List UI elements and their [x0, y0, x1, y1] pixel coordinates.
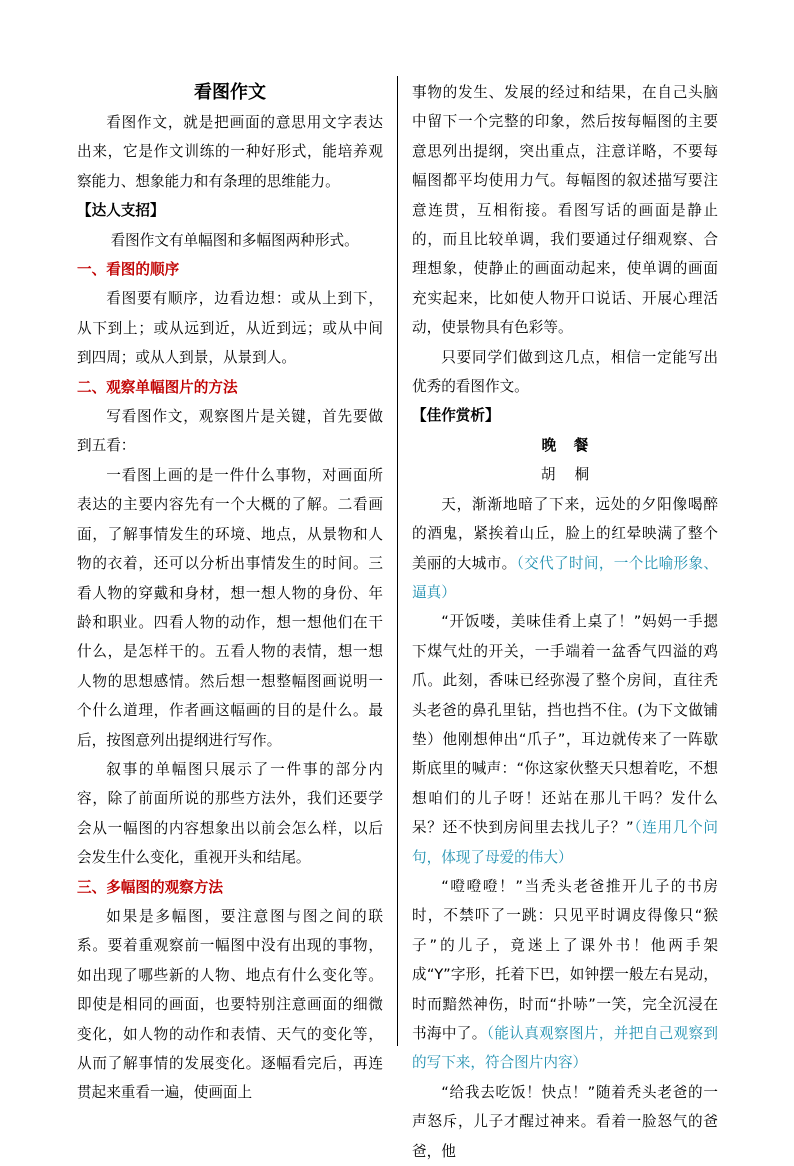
essay-text: “噔噔噔！”当秃头老爸推开儿子的书房时，不禁吓了一跳：只见平时调皮得像只“猴子”的儿子，竟迷上了课外书！他两手架成“Y”字形，托着下巴，如钟摆一般左右晃动，时而黯然神伤，时而“扑哧”一笑，完全沉浸在书海中了。 — [412, 877, 718, 1042]
essay-comment: （能认真观察图片，并把自己观察到的写下来，符合图片内容） — [412, 1025, 718, 1072]
essay-paragraph-2 — [412, 607, 718, 872]
section1-heading: 一、看图的顺序 — [77, 261, 180, 279]
section1-text: 看图要有顺序，边看边想：或从上到下，从下到上；或从远到近，从近到远；或从中间到四周；或从人到景，从景到人。 — [77, 290, 383, 367]
section3-paragraph-1: 如果是多幅图，要注意图与图之间的联系。要着重观察前一幅图中没有出现的事物，如出现了哪些新的人物、地点有什么变化等。即使是相同的画面，也要特别注意画面的细微变化，如人物的动作和表情、天气的变化等，从而了解事情的发展变化。逐幅看完后，再连贯起来重看一遍，使画面上 — [77, 907, 383, 1102]
closing-paragraph: 只要同学们做到这几点，相信一定能写出优秀的看图作文。 — [412, 348, 718, 396]
essay-text: “开饭喽，美味佳肴上桌了！”妈妈一手摁下煤气灶的开关，一手端着一盆香气四溢的鸡爪。此刻，香味已经弥漫了整个房间，直往秃头老爸的鼻孔里钻，挡也挡不住。(为下文做铺垫）他刚想伸出“爪子”，耳边就传来了一阵歇斯底里的喊声：“你这家伙整天只想着吃，不想想咱们的儿子呀！还站在那儿干吗？发什么呆？还不快到房间里去找儿子？” — [412, 613, 718, 837]
appreciation-heading: 【佳作赏析】 — [412, 407, 500, 425]
essay-author: 胡桐 — [540, 466, 609, 484]
column-divider — [397, 76, 398, 1046]
essay-text: 天，渐渐地暗了下来，远处的夕阳像喝醉的酒鬼，紧挨着山丘，脸上的红晕映满了整个美丽的大城市。 — [412, 495, 718, 572]
intro-paragraph: 看图作文，就是把画面的意思用文字表达出来，它是作文训练的一种好形式，能培养观察能力、想象能力和有条理的思维能力。 — [77, 114, 383, 190]
section2-paragraph-2: 一看图上画的是一件什么事物，对画面所表达的主要内容先有一个大概的了解。二看画面，了解事情发生的环境、地点，从景物和人物的衣着，还可以分析出事情发生的时间。三看人物的穿戴和身材，想一想人物的身份、年龄和职业。四看人物的动作，想一想他们在干什么，是怎样干的。五看人物的表情，想一想人物的思想感情。然后想一想整幅图画说明一个什么道理，作者画这幅画的目的是什么。最后，按图意列出提纲进行写作。 — [77, 466, 383, 749]
section2-paragraph-1: 写看图作文，观察图片是关键，首先要做到五看： — [77, 408, 383, 455]
essay-title: 晚餐 — [541, 436, 606, 454]
essay-comment: （连用几个问句，体现了母爱的伟大） — [412, 819, 718, 866]
section3-heading: 三、多幅图的观察方法 — [77, 878, 223, 896]
essay-comment: （交代了时间，一个比喻形象、逼真） — [412, 554, 718, 601]
essay-paragraph-3 — [412, 872, 718, 1078]
section2-heading: 二、观察单幅图片的方法 — [77, 378, 238, 396]
right-column — [412, 78, 718, 1166]
section2-paragraph-3: 叙事的单幅图只展示了一件事的部分内容，除了前面所说的那些方法外，我们还要学会从一幅图的内容想象出以前会怎么样，以后会发生什么变化，重视开头和结尾。 — [77, 760, 383, 867]
tips-intro: 看图作文有单幅图和多幅图两种形式。 — [110, 231, 359, 249]
left-column — [77, 78, 383, 1108]
continued-paragraph: 事物的发生、发展的经过和结果，在自己头脑中留下一个完整的印象，然后按每幅图的主要意思列出提纲，突出重点，注意详略，不要每幅图都平均使用力气。每幅图的叙述描写要注意连贯，互相衔接。看图写话的画面是静止的，而且比较单调，我们要通过仔细观察、合理想象，使静止的画面动起来，使单调的画面充实起来，比如使人物开口说话、开展心理活动，使景物具有色彩等。 — [412, 84, 718, 337]
essay-paragraph-4: “给我去吃饭！快点！”随着秃头老爸的一声怒斥，儿子才醒过神来。看着一脸怒气的爸爸，他 — [412, 1083, 718, 1160]
page-title: 看图作文 — [194, 82, 266, 103]
tips-heading: 【达人支招】 — [77, 202, 165, 220]
essay-paragraph-1 — [412, 490, 718, 608]
